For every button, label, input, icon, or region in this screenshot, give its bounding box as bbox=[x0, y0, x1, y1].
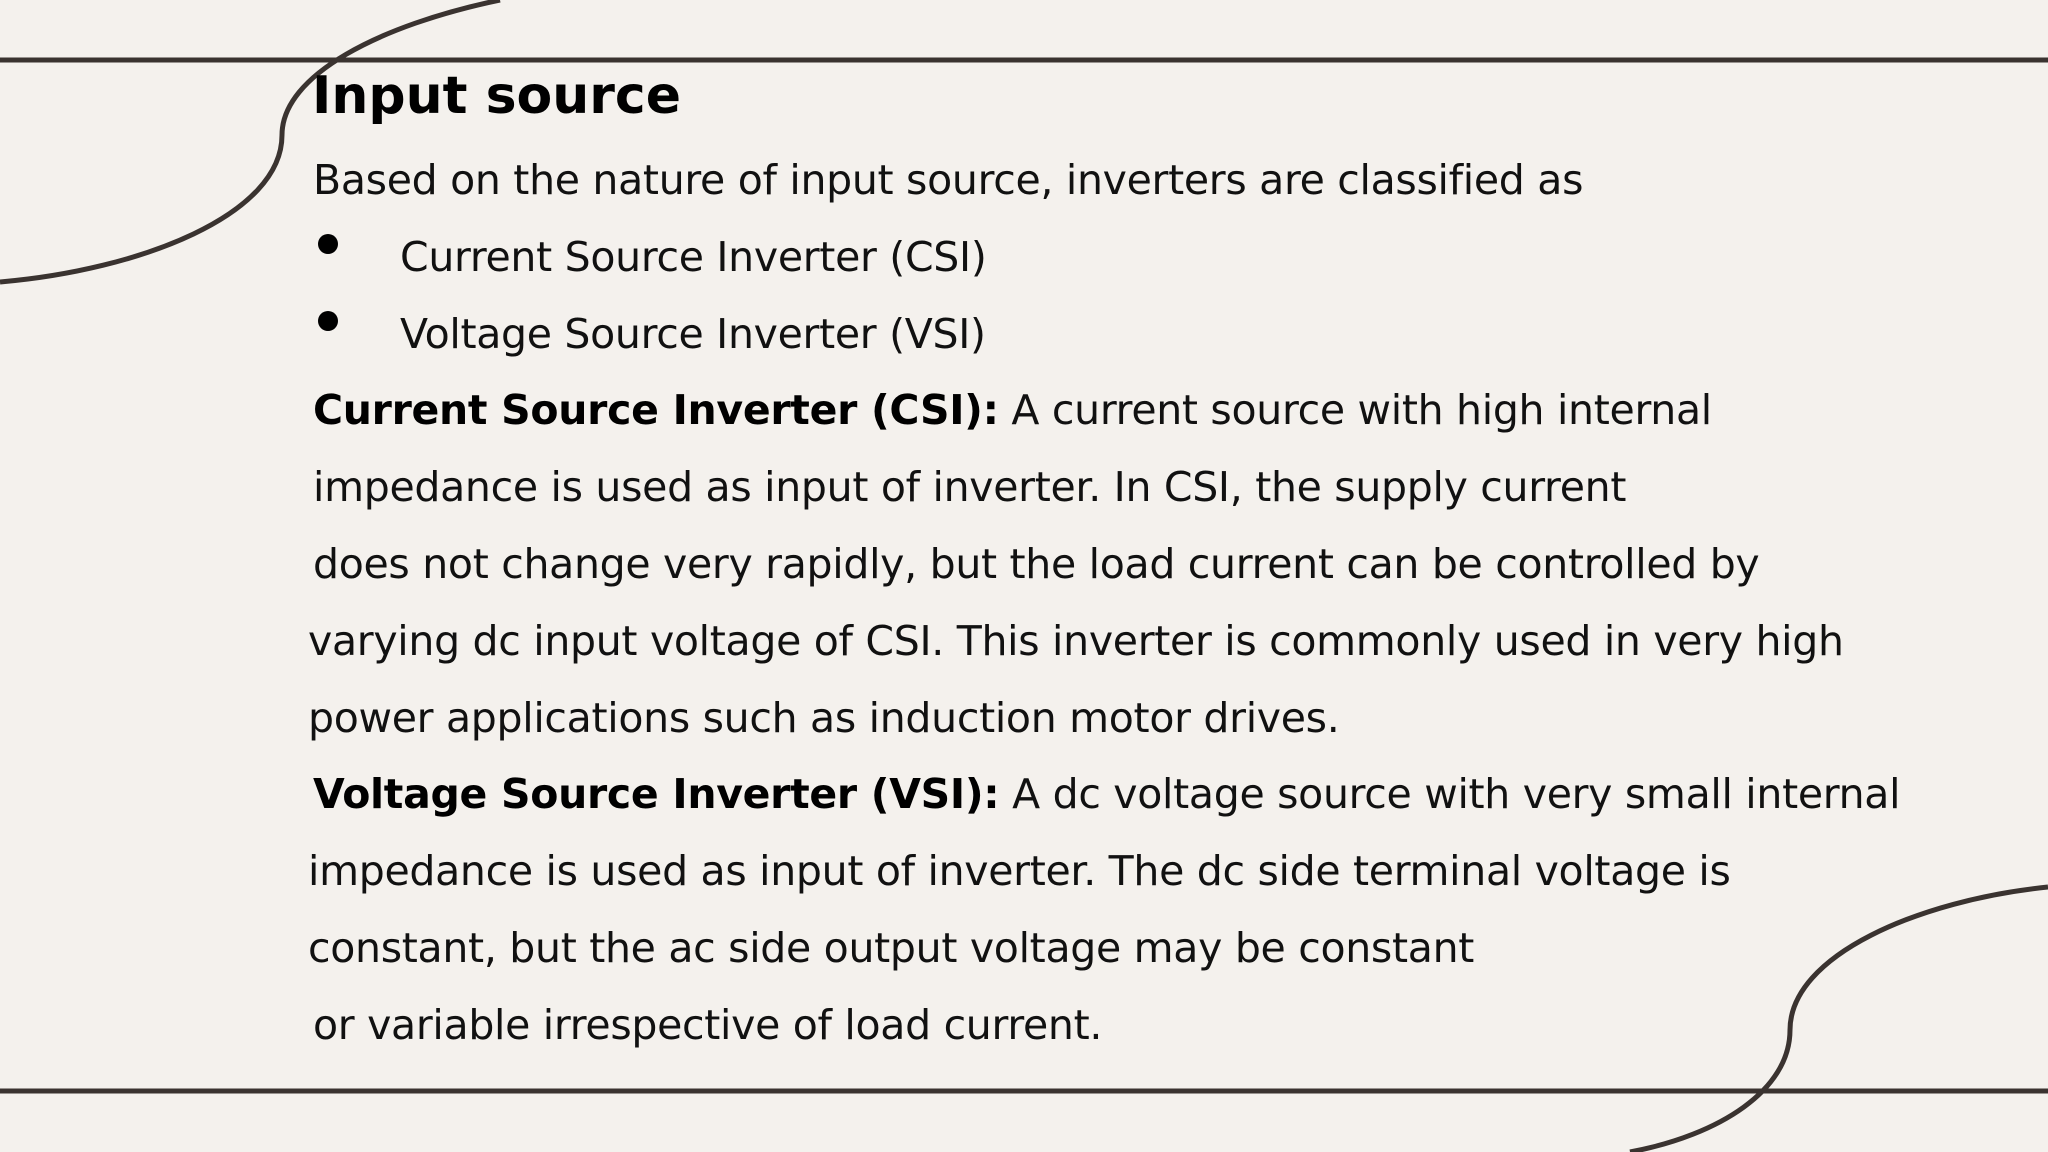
csi-paragraph-line-2: impedance is used as input of inverter. In CSI, the supply current bbox=[313, 463, 1627, 511]
vsi-paragraph-line-3: constant, but the ac side output voltage may be constant bbox=[308, 924, 1475, 972]
csi-paragraph-line-5: power applications such as induction motor drives. bbox=[308, 694, 1340, 742]
csi-paragraph-line-4: varying dc input voltage of CSI. This inverter is commonly used in very high bbox=[308, 617, 1844, 665]
vsi-text: A dc voltage source with very small internal bbox=[999, 770, 1901, 818]
vsi-paragraph-line-4: or variable irrespective of load current. bbox=[313, 1001, 1103, 1049]
intro-text: Based on the nature of input source, inverters are classified as bbox=[313, 156, 1584, 204]
csi-text: A current source with high internal bbox=[998, 386, 1712, 434]
bottom-right-curve bbox=[1630, 887, 2048, 1152]
csi-label: Current Source Inverter (CSI): bbox=[313, 386, 999, 434]
vsi-label: Voltage Source Inverter (VSI): bbox=[313, 770, 1000, 818]
bullet-item-vsi: Voltage Source Inverter (VSI) bbox=[400, 310, 986, 358]
csi-paragraph-line-3: does not change very rapidly, but the load current can be controlled by bbox=[313, 540, 1760, 588]
vsi-paragraph-line-1 bbox=[313, 766, 1900, 822]
bullet-item-csi: Current Source Inverter (CSI) bbox=[400, 233, 987, 281]
bullet-dot bbox=[318, 234, 338, 254]
vsi-paragraph-line-2: impedance is used as input of inverter. The dc side terminal voltage is bbox=[308, 847, 1731, 895]
csi-paragraph-line-1 bbox=[313, 382, 1712, 438]
slide-title: Input source bbox=[312, 66, 682, 126]
bullet-dot bbox=[318, 311, 338, 331]
